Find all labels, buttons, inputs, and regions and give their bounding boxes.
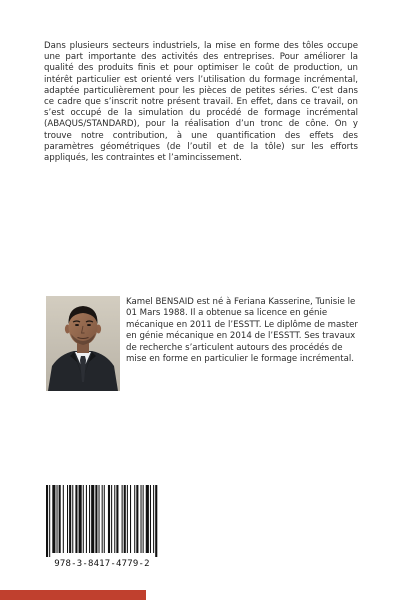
barcode-bar	[91, 485, 94, 553]
barcode-bar	[124, 485, 126, 553]
barcode-graphic	[42, 485, 162, 557]
barcode-bar	[99, 485, 100, 553]
barcode-bar	[155, 485, 157, 557]
author-bio: Kamel BENSAID est né à Feriana Kasserine, Tunisie le 01 Mars 1988. Il a obtenue sa licence en génie mécanique en 2011 de l’ESSTT. Le diplôme de master en génie mécanique en 2014 de l’ESSTT. Ses travaux de recherche s’articulent autours des procédés de mise en forme en particulier le formage incrémental.	[126, 297, 358, 365]
barcode-bar	[114, 485, 115, 553]
barcode-bar	[52, 485, 55, 553]
barcode-bar	[141, 485, 142, 553]
author-photo	[46, 296, 120, 391]
barcode-bar	[79, 485, 82, 553]
barcode-bar	[116, 485, 118, 553]
barcode-bar	[72, 485, 73, 553]
barcode-bar	[146, 485, 149, 553]
barcode-bar	[63, 485, 64, 553]
barcode-bar	[57, 485, 58, 553]
barcode-bar	[136, 485, 138, 553]
barcode-bar	[59, 485, 61, 553]
barcode-bar	[102, 485, 103, 553]
barcode-bar	[150, 485, 151, 553]
barcode-bar	[69, 485, 71, 553]
barcode-bar	[104, 485, 105, 553]
barcode-bar	[46, 485, 48, 557]
barcode-bar	[95, 485, 97, 553]
isbn-barcode	[42, 485, 162, 570]
publisher-color-bar	[0, 590, 146, 600]
abstract-text: Dans plusieurs secteurs industriels, la mise en forme des tôles occupe une part importante des activités des entreprises. Pour améliorer la qualité des produits finis et pour optimiser le coût de production, un intérêt particulier est orienté vers l’utilisation du formage incrémental, adaptée particulièrement pour les pièces de petites séries. C’est dans ce cadre que s’inscrit notre présent travail. En effet, dans ce travail, on s’est occupé de la simulation du procédé de formage incrémental (ABAQUS/STANDARD), pour la réalisation d’un tronc de cône. On y trouve notre contribution, à une quantification des effets des paramètres géométriques (de l’outil et de la tôle) sur les efforts appliqués, les contraintes et l’amincissement.	[44, 41, 358, 164]
barcode-bar	[108, 485, 110, 553]
barcode-bar	[127, 485, 128, 553]
barcode-bar	[89, 485, 90, 553]
isbn-number: 978-3-8417-4779-2	[54, 559, 150, 569]
barcode-bar	[153, 485, 154, 553]
barcode-bar	[49, 485, 50, 557]
barcode-bar	[143, 485, 144, 553]
barcode-bar	[86, 485, 87, 553]
barcode-bar	[83, 485, 84, 553]
barcode-bar	[67, 485, 68, 553]
barcode-bar	[134, 485, 135, 553]
barcode-bar	[75, 485, 77, 553]
barcode-bar	[122, 485, 123, 553]
barcode-bar	[130, 485, 131, 553]
barcode-bar	[111, 485, 112, 553]
